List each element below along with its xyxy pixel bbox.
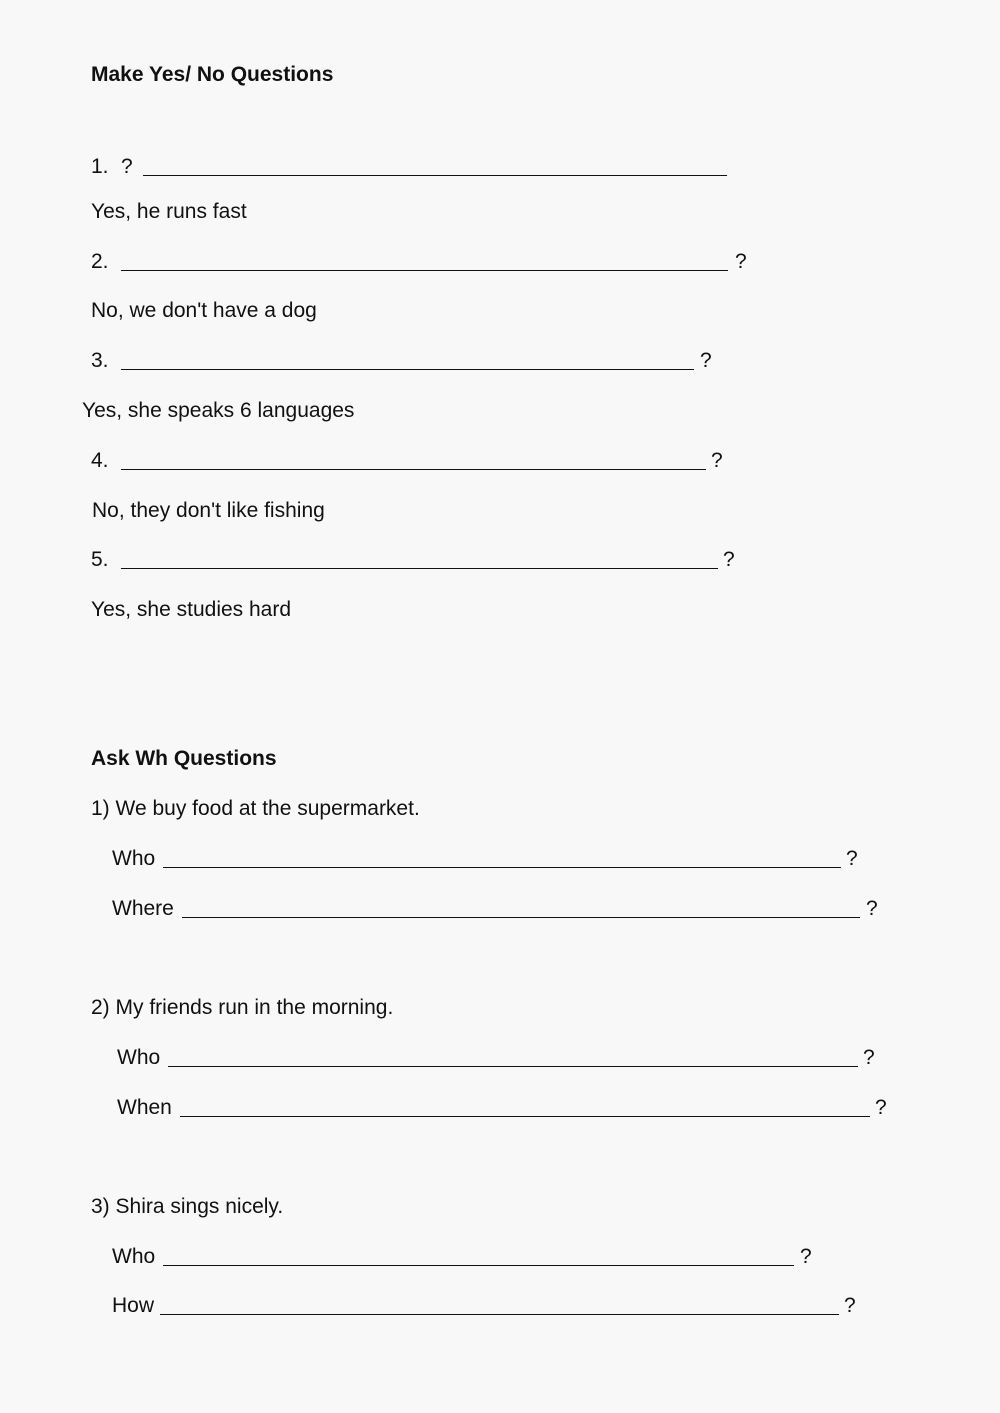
- answer-text-2: No, we don't have a dog: [91, 299, 317, 322]
- wh-qmark-3-who: ?: [800, 1245, 812, 1268]
- question-mark-3: ?: [700, 349, 712, 372]
- answer-blank-4[interactable]: [121, 469, 706, 470]
- wh-sentence-3: 3) Shira sings nicely.: [91, 1195, 284, 1218]
- answer-text-1: Yes, he runs fast: [91, 200, 247, 223]
- wh-qmark-3-how: ?: [844, 1294, 856, 1317]
- wh-prompt-2-when: When: [117, 1096, 172, 1119]
- wh-prompt-3-who: Who: [112, 1245, 156, 1268]
- wh-qmark-2-who: ?: [863, 1046, 875, 1069]
- question-mark-4: ?: [711, 449, 723, 472]
- wh-prompt-1-who: Who: [112, 847, 156, 870]
- wh-prompt-1-where: Where: [112, 897, 174, 920]
- item-number-1: 1.: [91, 155, 109, 178]
- wh-prompt-3-how: How: [112, 1294, 155, 1317]
- answer-text-4: No, they don't like fishing: [92, 499, 325, 522]
- item-number-4: 4.: [91, 449, 109, 472]
- wh-blank-2-when[interactable]: [180, 1116, 870, 1117]
- wh-sentence-1: 1) We buy food at the supermarket.: [91, 797, 420, 820]
- question-mark-1: ?: [121, 155, 133, 178]
- wh-sentence-2: 2) My friends run in the morning.: [91, 996, 394, 1019]
- wh-blank-1-who[interactable]: [163, 867, 841, 868]
- wh-qmark-1-where: ?: [866, 897, 878, 920]
- answer-blank-5[interactable]: [121, 568, 718, 569]
- answer-text-3: Yes, she speaks 6 languages: [82, 399, 355, 422]
- wh-blank-2-who[interactable]: [168, 1066, 858, 1067]
- answer-text-5: Yes, she studies hard: [91, 598, 292, 621]
- item-number-3: 3.: [91, 349, 109, 372]
- wh-prompt-2-who: Who: [117, 1046, 161, 1069]
- wh-qmark-2-when: ?: [875, 1096, 887, 1119]
- wh-blank-3-who[interactable]: [163, 1265, 794, 1266]
- answer-blank-2[interactable]: [121, 270, 728, 271]
- answer-blank-1[interactable]: [143, 175, 727, 176]
- wh-blank-1-where[interactable]: [182, 917, 860, 918]
- section-heading-wh: Ask Wh Questions: [91, 747, 277, 770]
- wh-blank-3-how[interactable]: [160, 1314, 839, 1315]
- wh-qmark-1-who: ?: [846, 847, 858, 870]
- question-mark-5: ?: [723, 548, 735, 571]
- question-mark-2: ?: [735, 250, 747, 273]
- item-number-2: 2.: [91, 250, 109, 273]
- section-heading-yes-no: Make Yes/ No Questions: [91, 63, 334, 86]
- item-number-5: 5.: [91, 548, 109, 571]
- answer-blank-3[interactable]: [121, 369, 694, 370]
